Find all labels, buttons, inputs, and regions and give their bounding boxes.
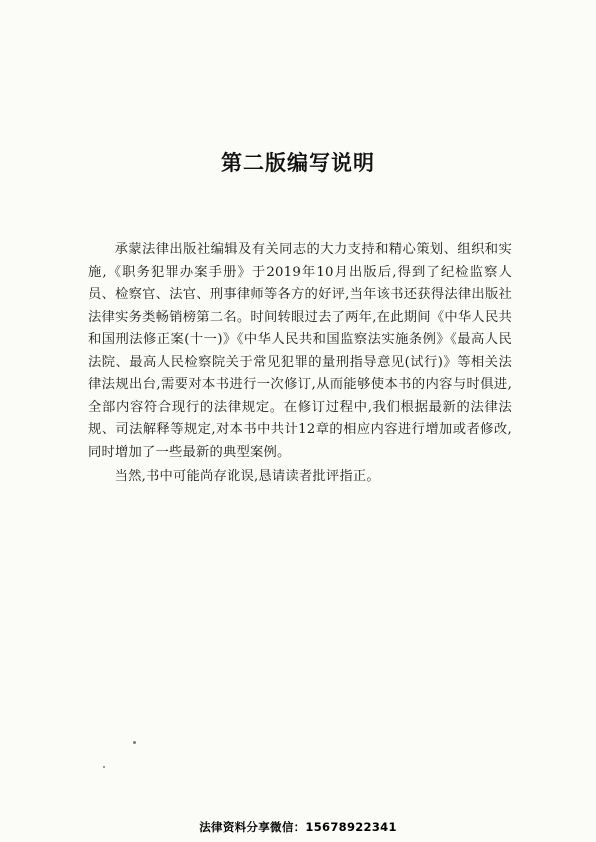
- body-text: [88, 239, 512, 489]
- footer-contact: 法律资料分享微信：15678922341: [199, 820, 397, 834]
- scan-speck: [133, 741, 136, 744]
- paragraph-closing: 当然,书中可能尚存讹误,恳请读者批评指正。: [114, 469, 380, 484]
- page-title: 第二版编写说明: [221, 151, 375, 175]
- paragraph-preface: 承蒙法律出版社编辑及有关同志的大力支持和精心策划、组织和实施,《职务犯罪办案手册》于2019年10月出版后,得到了纪检监察人员、检察官、法官、刑事律师等各方的好评,当年该书还获得法律出版社法律实务类畅销榜第二名。时间转眼过去了两年,在此期间《中华人民共和国刑法修正案(十一)》《中华人民共和国监察法实施条例》《最高人民法院、最高人民检察院关于常见犯罪的量刑指导意见(试行)》等相关法律法规出台,需要对本书进行一次修订,从而能够使本书的内容与时俱进,全部内容符合现行的法律规定。在修订过程中,我们根据最新的法律法规、司法解释等规定,对本书中共计12章的相应内容进行增加或者修改,同时增加了一些最新的典型案例。: [88, 242, 512, 460]
- scan-speck: [103, 766, 105, 768]
